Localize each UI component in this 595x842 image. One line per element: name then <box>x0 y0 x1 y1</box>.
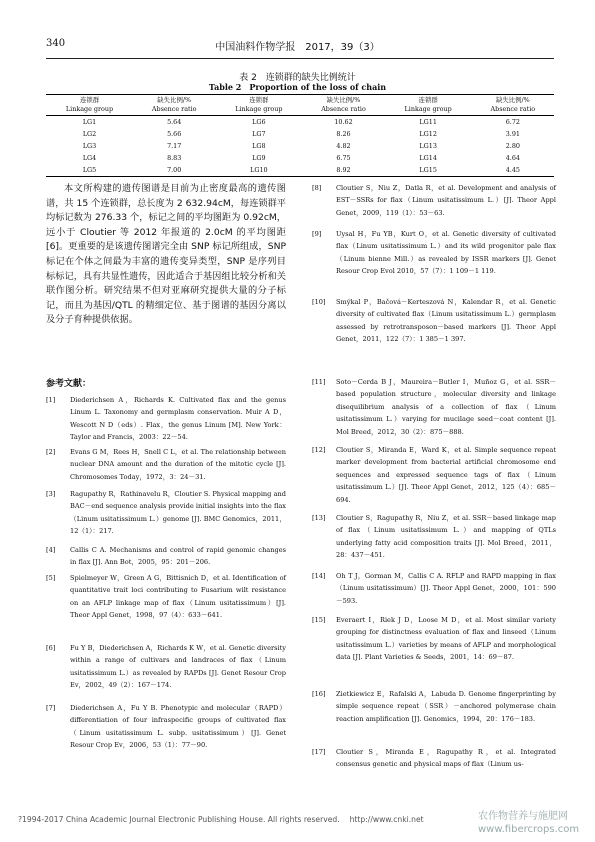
page-number: 340 <box>46 38 66 49</box>
reference-text: Spielmeyer W，Green A G，Bittisnich D，et al. Identification of quantitative trait loci contributing to Fusarium wilt resistance on an AFLP linkage map of flax（Linum usitatissimum）[J]. Theor Appl Genet，1998，97（4）：633－641. <box>70 574 286 620</box>
reference-text: Diederichsen A，Fu Y B. Phenotypic and molecular（RAPD）differentiation of four infraspecific groups of cultivated flax（Linum usitatissimum L. subp. usitatissimum）[J]. Genet Resour Crop Ev，2006，53（1）：77－90. <box>70 704 286 750</box>
table-cell: LG15 <box>385 164 472 177</box>
reference-number: [6] <box>46 644 56 652</box>
reference-text: Cloutier S，Miranda E，Ragupathy R，et al. Integrated consensus genetic and physical maps of flax（Linum us- <box>336 748 556 769</box>
table-header-cell: 缺失比例/% <box>133 95 215 106</box>
table-cell: 2.80 <box>505 142 520 150</box>
table-caption-cn: 表 2 连锁群的缺失比例统计 <box>239 73 356 83</box>
table-header-cell: Absence ratio <box>472 105 554 116</box>
reference-text: Uysal H，Fu YB，Kurt O，et al. Genetic diversity of cultivated flax（Linum usitatissimum L.）and its wild progenitor pale flax（Linum bienne Mill.）as revealed by ISSR markers [J]. Genet Resour Crop Evol 2010，57（7）：1 109－1 119. <box>336 230 556 276</box>
table-cell: LG1 <box>82 118 97 126</box>
table-header-cell: Absence ratio <box>133 105 215 116</box>
table-cell: LG7 <box>252 130 266 138</box>
reference-text: Fu Y B，Diederichsen A，Richards K W，et al. Genetic diversity within a range of cultivars and landraces of flax（Linum usitatissimum L.）as revealed by RAPDs [J]. Genet Resour Crop Ev，2002，49（2）：167－174. <box>70 644 286 690</box>
table-header-cn-row <box>46 95 554 106</box>
table-caption-en: Table 2 Proportion of the loss of chain <box>208 82 387 92</box>
table-row <box>46 128 554 140</box>
table-cell: LG10 <box>215 164 302 177</box>
reference-number: [5] <box>46 574 56 582</box>
reference-text: Cloutier S，Niu Z，Datla R，et al. Development and analysis of EST－SSRs for flax（Linum usitatissimum L.）[J]. Theor Appl Genet，2009，119（1）：53－63. <box>336 184 556 217</box>
table-cell: 8.83 <box>167 154 182 162</box>
table-cell: 4.45 <box>472 164 554 177</box>
table-header-en-row <box>46 105 554 116</box>
reference-number: [16] <box>312 690 326 698</box>
reference-text: Evans G M，Rees H，Snell C L，et al. The relationship between nuclear DNA amount and the duration of the mitotic cycle [J]. Chromosomes Today，1972，3：24－31. <box>70 448 286 481</box>
table-row <box>46 116 554 129</box>
table-cell: LG4 <box>82 154 97 162</box>
table-header-cell: Linkage group <box>215 105 302 116</box>
table-cell: 6.75 <box>336 154 351 162</box>
table-header-cell: 连锁群 <box>46 95 133 106</box>
table-header-cell: 连锁群 <box>215 95 302 106</box>
watermark-url: www.fibercrops.com <box>478 824 580 835</box>
table-cell: LG5 <box>46 164 133 177</box>
reference-number: [14] <box>312 572 326 580</box>
table-row <box>46 152 554 164</box>
copyright-footer: ?1994-2017 China Academic Journal Electronic Publishing House. All rights reserved. http://www.cnki.net <box>18 815 424 824</box>
reference-text: Cloutier S，Ragupathy R，Niu Z，et al. SSR－based linkage map of flax（Linum usitatissimum L.）and mapping of QTLs underlying fatty acid composition traits [J]. Mol Breed，2011，28：437－451. <box>336 514 556 560</box>
table-row <box>46 164 554 177</box>
table-cell: LG8 <box>252 142 266 150</box>
watermark-cn: 农作物营养与施肥网 <box>478 811 568 822</box>
reference-text: Ragupathy R，Rathinavelu R，Cloutier S. Physical mapping and BAC－end sequence analysis provide initial insights into the flax（Linum usitatissimum L.）genome [J]. BMC Genomics，2011，12（1）：217. <box>70 490 286 536</box>
table-cell: 6.72 <box>505 118 520 126</box>
reference-number: [11] <box>312 378 326 386</box>
table-cell: LG13 <box>419 142 437 150</box>
discussion-paragraph: 本文所构建的遗传图谱是目前为止密度最高的遗传图谱，共 15 个连锁群，总长度为 2 632.94cM，每连锁群平均标记数为 276.33 个，标记之间的平均图距为 0.92cM，远小于 Cloutier 等 2012 年报道的 2.0cM 的平均图距[6]。更重要的是该遗传图谱完全由 SNP 标记所组成，SNP 标记在个体之间最为丰富的遗传变异类型，SNP 是序列目标标记，具有共显性遗传，因此适合于基因组比较分析和关联作图分析。研究结果不但对亚麻研究提供大量的分子标记，而且为基因/QTL 的精细定位、基于图谱的基因分离以及分子育种提供依据。 <box>46 183 286 326</box>
table-header-cell: 缺失比例/% <box>302 95 384 106</box>
table-cell: LG12 <box>419 130 437 138</box>
table-cell: 5.64 <box>167 118 182 126</box>
reference-number: [12] <box>312 446 326 454</box>
table-cell: 5.66 <box>167 130 182 138</box>
table-cell: 10.62 <box>334 118 353 126</box>
table-row <box>46 140 554 152</box>
reference-text: Oh T J，Gorman M，Callis C A. RFLP and RAPD mapping in flax（Linum usitatissimum）[J]. Theor Appl Genet，2000，101：590－593. <box>336 572 556 605</box>
reference-text: Callis C A. Mechanisms and control of rapid genomic changes in flax [J]. Ann Bot，2005，95：201－206. <box>70 546 286 567</box>
reference-number: [2] <box>46 448 56 456</box>
reference-text: Everaert I，Riek J D，Loose M D，et al. Most similar variety grouping for distinctness evaluation of flax and linseed（Linum usitatissimum L.）varieties by means of AFLP and morphological data [J]. Plant Varieties & Seeds，2001，14：69－87. <box>336 616 556 662</box>
table-header-cell: Linkage group <box>385 105 472 116</box>
reference-text: Zietkiewicz E，Rafalski A，Labuda D. Genome fingerprinting by simple sequence repeat（SSR）－anchored polymerase chain reaction amplification [J]. Genomics，1994，20：176－183. <box>336 690 556 723</box>
table-header-cell: 缺失比例/% <box>472 95 554 106</box>
table-cell: 7.00 <box>133 164 215 177</box>
references-heading: 参考文献： <box>46 379 92 389</box>
reference-number: [4] <box>46 546 56 554</box>
reference-text: Diederichsen A，Richards K. Cultivated flax and the genus Linum L. Taxonomy and germplasm conservation. Muir A D，Wescott N D（eds）. Flax，the genus Linum [M]. New York：Taylor and Francis，2003：22－54. <box>70 396 286 442</box>
reference-text: Soto－Cerda B J，Maureira－Butler I，Muñoz G，et al. SSR－based population structure，molecular diversity and linkage disequilibrium analysis of a collection of flax（Linum usitatissimum L.）varying for mucilage seed－coat content [J]. Mol Breed，2012，30（2）：875－888. <box>336 378 556 436</box>
table-cell: LG14 <box>419 154 437 162</box>
table-header-cell: 连锁群 <box>385 95 472 106</box>
reference-number: [13] <box>312 514 326 522</box>
journal-running-head: 中国油料作物学报 2017，39（3） <box>215 42 380 53</box>
reference-number: [8] <box>312 184 322 192</box>
table-cell: 8.92 <box>302 164 384 177</box>
reference-number: [9] <box>312 230 322 238</box>
table-cell: 4.82 <box>336 142 351 150</box>
table-cell: LG9 <box>252 154 266 162</box>
reference-number: [1] <box>46 396 56 404</box>
table-cell: LG2 <box>82 130 97 138</box>
header-rule <box>46 58 554 59</box>
reference-number: [3] <box>46 490 56 498</box>
reference-number: [10] <box>312 298 326 306</box>
reference-number: [7] <box>46 704 56 712</box>
table-cell: LG3 <box>82 142 97 150</box>
table-cell: LG6 <box>252 118 266 126</box>
table-cell: 3.91 <box>505 130 520 138</box>
table-cell: 4.64 <box>505 154 520 162</box>
table-cell: LG11 <box>419 118 437 126</box>
loss-proportion-table <box>46 94 554 177</box>
watermark <box>478 810 579 836</box>
reference-text: Smýkal P，Bačová－Kerteszová N，Kalendar R，et al. Genetic diversity of cultivated flax（Linum usitatissimum L.）germplasm assessed by retrotransposon－based markers [J]. Theor Appl Genet，2011，122（7）：1 385－1 397. <box>336 298 556 344</box>
table-cell: 8.26 <box>336 130 351 138</box>
reference-number: [17] <box>312 748 326 756</box>
reference-number: [15] <box>312 616 326 624</box>
reference-text: Cloutier S，Miranda E，Ward K，et al. Simple sequence repeat marker development from bacterial artificial chromosome end sequences and expressed sequence tags of flax（Linum usitatissimum L.）[J]. Theor Appl Genet，2012，125（4）：685－694. <box>336 446 556 504</box>
table-header-cell: Absence ratio <box>302 105 384 116</box>
table-header-cell: Linkage group <box>46 105 133 116</box>
table-cell: 7.17 <box>167 142 182 150</box>
